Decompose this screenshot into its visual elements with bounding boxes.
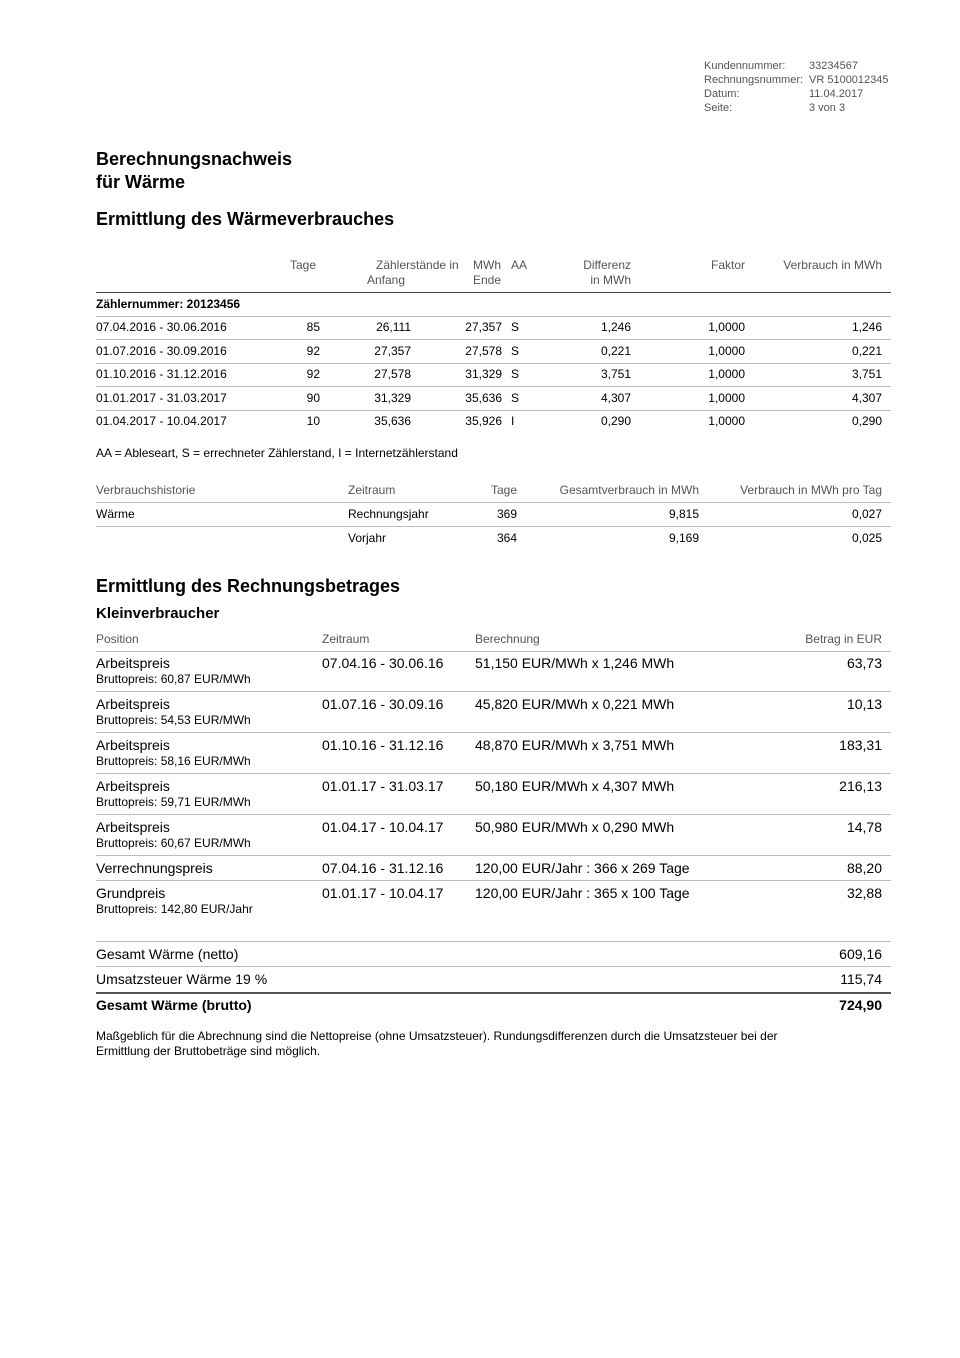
row-factor: 1,0000 [708, 390, 745, 405]
net-total-value: 609,16 [839, 946, 882, 962]
divider [96, 880, 891, 881]
row-aa: S [511, 390, 520, 405]
footnote-line2: Ermittlung der Bruttobeträge sind möglich. [96, 1044, 321, 1058]
history-total: 9,169 [668, 531, 699, 545]
row-period: 01.10.2016 - 31.12.2016 [96, 367, 227, 381]
net-total-label: Gesamt Wärme (netto) [96, 946, 239, 962]
col-header-amount-period: Zeitraum [322, 632, 370, 646]
customer-number-label: Kundennummer: [704, 60, 786, 72]
date-label: Datum: [704, 88, 740, 100]
vat-label: Umsatzsteuer Wärme 19 % [96, 971, 268, 987]
invoice-number-label: Rechnungsnummer: [704, 74, 804, 86]
page-label: Seite: [704, 102, 733, 114]
divider [96, 363, 891, 364]
col-header-differenz: Differenz [583, 258, 631, 272]
position-calculation: 120,00 EUR/Jahr : 365 x 100 Tage [475, 885, 690, 901]
position-calculation: 120,00 EUR/Jahr : 366 x 269 Tage [475, 860, 690, 876]
divider [96, 855, 891, 856]
customer-number: 33234567 [809, 60, 858, 72]
position-amount: 183,31 [839, 737, 882, 753]
page-title [96, 148, 292, 194]
row-factor: 1,0000 [708, 320, 745, 334]
col-header-amount: Betrag in EUR [805, 632, 882, 646]
row-period: 01.04.2017 - 10.04.2017 [96, 414, 227, 428]
row-aa: S [511, 320, 520, 334]
history-total: 9,815 [668, 507, 699, 521]
col-header-mwh: MWh [473, 258, 501, 272]
row-start-reading: 35,636 [374, 414, 411, 428]
col-header-aa: AA [511, 258, 528, 272]
page-number: 3 von 3 [809, 102, 846, 114]
row-difference: 1,246 [600, 320, 631, 334]
position-period: 01.04.17 - 10.04.17 [322, 819, 444, 835]
position-calculation: 50,980 EUR/MWh x 0,290 MWh [475, 819, 675, 835]
gross-price-note: Bruttopreis: 59,71 EUR/MWh [96, 795, 251, 809]
invoice-date: 11.04.2017 [809, 88, 864, 100]
row-usage: 0,221 [851, 343, 882, 358]
amount-subheading: Kleinverbraucher [96, 605, 220, 622]
row-start-reading: 31,329 [374, 390, 411, 405]
row-aa: S [511, 367, 520, 381]
history-days: 364 [496, 531, 517, 545]
col-header-verbrauch: Verbrauch in MWh [783, 258, 882, 272]
divider [96, 502, 891, 503]
footnote [96, 1029, 886, 1059]
row-start-reading: 27,578 [374, 367, 411, 381]
row-start-reading: 27,357 [374, 343, 411, 358]
row-usage: 0,290 [851, 414, 882, 428]
row-days: 92 [306, 367, 320, 381]
row-end-reading: 27,578 [465, 343, 502, 358]
footnote-line1: Maßgeblich für die Abrechnung sind die Nettopreise (ohne Umsatzsteuer). Rundungsdifferenzen durch die Umsatzsteuer bei der [96, 1029, 778, 1043]
row-start-reading: 26,111 [376, 320, 411, 334]
row-days: 90 [306, 390, 320, 405]
col-header-history: Verbrauchshistorie [96, 483, 196, 497]
consumption-heading: Ermittlung des Wärmeverbrauches [96, 209, 395, 229]
position-period: 07.04.16 - 30.06.16 [322, 655, 444, 671]
position-calculation: 51,150 EUR/MWh x 1,246 MWh [475, 655, 675, 671]
vat-value: 115,74 [840, 971, 882, 987]
gross-price-note: Bruttopreis: 142,80 EUR/Jahr [96, 902, 253, 916]
position-label: Grundpreis [96, 885, 166, 901]
position-label: Arbeitspreis [96, 737, 170, 753]
gross-price-note: Bruttopreis: 60,67 EUR/MWh [96, 836, 251, 850]
divider [96, 814, 891, 815]
position-calculation: 48,870 EUR/MWh x 3,751 MWh [475, 737, 675, 753]
col-header-history-per-day: Verbrauch in MWh pro Tag [740, 483, 882, 497]
row-difference: 0,290 [600, 414, 631, 428]
gross-price-note: Bruttopreis: 58,16 EUR/MWh [96, 754, 251, 768]
history-period: Vorjahr [348, 531, 387, 545]
row-end-reading: 27,357 [465, 320, 502, 334]
position-period: 07.04.16 - 31.12.16 [322, 860, 444, 876]
position-amount: 14,78 [846, 819, 882, 835]
position-label: Arbeitspreis [96, 819, 170, 835]
col-header-tage: Tage [290, 258, 317, 272]
history-days: 369 [496, 507, 517, 521]
divider [96, 410, 891, 411]
position-calculation: 50,180 EUR/MWh x 4,307 MWh [475, 778, 675, 794]
divider [96, 316, 891, 317]
row-end-reading: 31,329 [465, 367, 502, 381]
col-header-anfang: Anfang [367, 273, 406, 287]
page-title-line2: für Wärme [96, 172, 186, 192]
row-difference: 4,307 [600, 390, 631, 405]
invoice-meta [704, 59, 904, 115]
col-header-history-days: Tage [490, 483, 517, 497]
col-header-position: Position [96, 632, 139, 646]
divider [96, 992, 891, 994]
gross-price-note: Bruttopreis: 60,87 EUR/MWh [96, 672, 251, 686]
position-label: Arbeitspreis [96, 778, 170, 794]
position-amount: 88,20 [846, 860, 882, 876]
position-label: Arbeitspreis [96, 696, 170, 712]
row-usage: 3,751 [851, 367, 882, 381]
divider [96, 691, 891, 692]
row-period: 07.04.2016 - 30.06.2016 [96, 320, 227, 334]
position-period: 01.07.16 - 30.09.16 [322, 696, 444, 712]
position-label: Arbeitspreis [96, 655, 170, 671]
row-aa: S [511, 343, 520, 358]
col-header-zaehlerstaende: Zählerstände in [376, 258, 459, 272]
row-period: 01.07.2016 - 30.09.2016 [96, 343, 227, 358]
history-per-day: 0,025 [851, 531, 882, 545]
col-header-history-period: Zeitraum [348, 483, 396, 497]
position-amount: 63,73 [846, 655, 882, 671]
row-days: 85 [306, 320, 320, 334]
divider [96, 339, 891, 340]
divider [96, 526, 891, 527]
row-difference: 0,221 [600, 343, 631, 358]
col-header-ende: Ende [473, 273, 502, 287]
position-period: 01.01.17 - 10.04.17 [322, 885, 444, 901]
row-factor: 1,0000 [708, 414, 745, 428]
gross-total-label: Gesamt Wärme (brutto) [96, 997, 252, 1013]
row-aa: I [511, 414, 515, 428]
page-title-line1: Berechnungsnachweis [96, 149, 293, 169]
divider [96, 386, 891, 387]
col-header-differenz-unit: in MWh [590, 273, 631, 287]
row-period: 01.01.2017 - 31.03.2017 [96, 390, 227, 405]
row-difference: 3,751 [600, 367, 631, 381]
position-amount: 216,13 [839, 778, 882, 794]
row-usage: 4,307 [851, 390, 882, 405]
meter-number: Zählernummer: 20123456 [96, 297, 241, 311]
row-factor: 1,0000 [708, 343, 745, 358]
row-days: 10 [306, 414, 320, 428]
col-header-faktor: Faktor [710, 258, 745, 272]
amount-heading: Ermittlung des Rechnungsbetrages [96, 576, 401, 596]
position-amount: 10,13 [846, 696, 882, 712]
gross-price-note: Bruttopreis: 54,53 EUR/MWh [96, 713, 251, 727]
row-days: 92 [306, 343, 320, 358]
position-calculation: 45,820 EUR/MWh x 0,221 MWh [475, 696, 675, 712]
divider [96, 941, 891, 942]
position-period: 01.10.16 - 31.12.16 [322, 737, 444, 753]
history-label: Wärme [96, 507, 135, 521]
col-header-history-total: Gesamtverbrauch in MWh [559, 483, 699, 497]
history-period: Rechnungsjahr [348, 507, 429, 521]
divider [96, 732, 891, 733]
divider [96, 773, 891, 774]
divider [96, 292, 891, 293]
position-label: Verrechnungspreis [96, 860, 213, 876]
legend-text: AA = Ableseart, S = errechneter Zählerstand, I = Internetzählerstand [96, 446, 458, 460]
invoice-number: VR 5100012345 [809, 74, 889, 86]
row-usage: 1,246 [851, 320, 882, 334]
row-factor: 1,0000 [708, 367, 745, 381]
divider [96, 651, 891, 652]
row-end-reading: 35,636 [465, 390, 502, 405]
divider [96, 966, 891, 967]
position-amount: 32,88 [846, 885, 882, 901]
row-end-reading: 35,926 [465, 414, 502, 428]
position-period: 01.01.17 - 31.03.17 [322, 778, 444, 794]
gross-total-value: 724,90 [839, 997, 882, 1013]
history-per-day: 0,027 [851, 507, 882, 521]
col-header-calc: Berechnung [475, 632, 540, 646]
